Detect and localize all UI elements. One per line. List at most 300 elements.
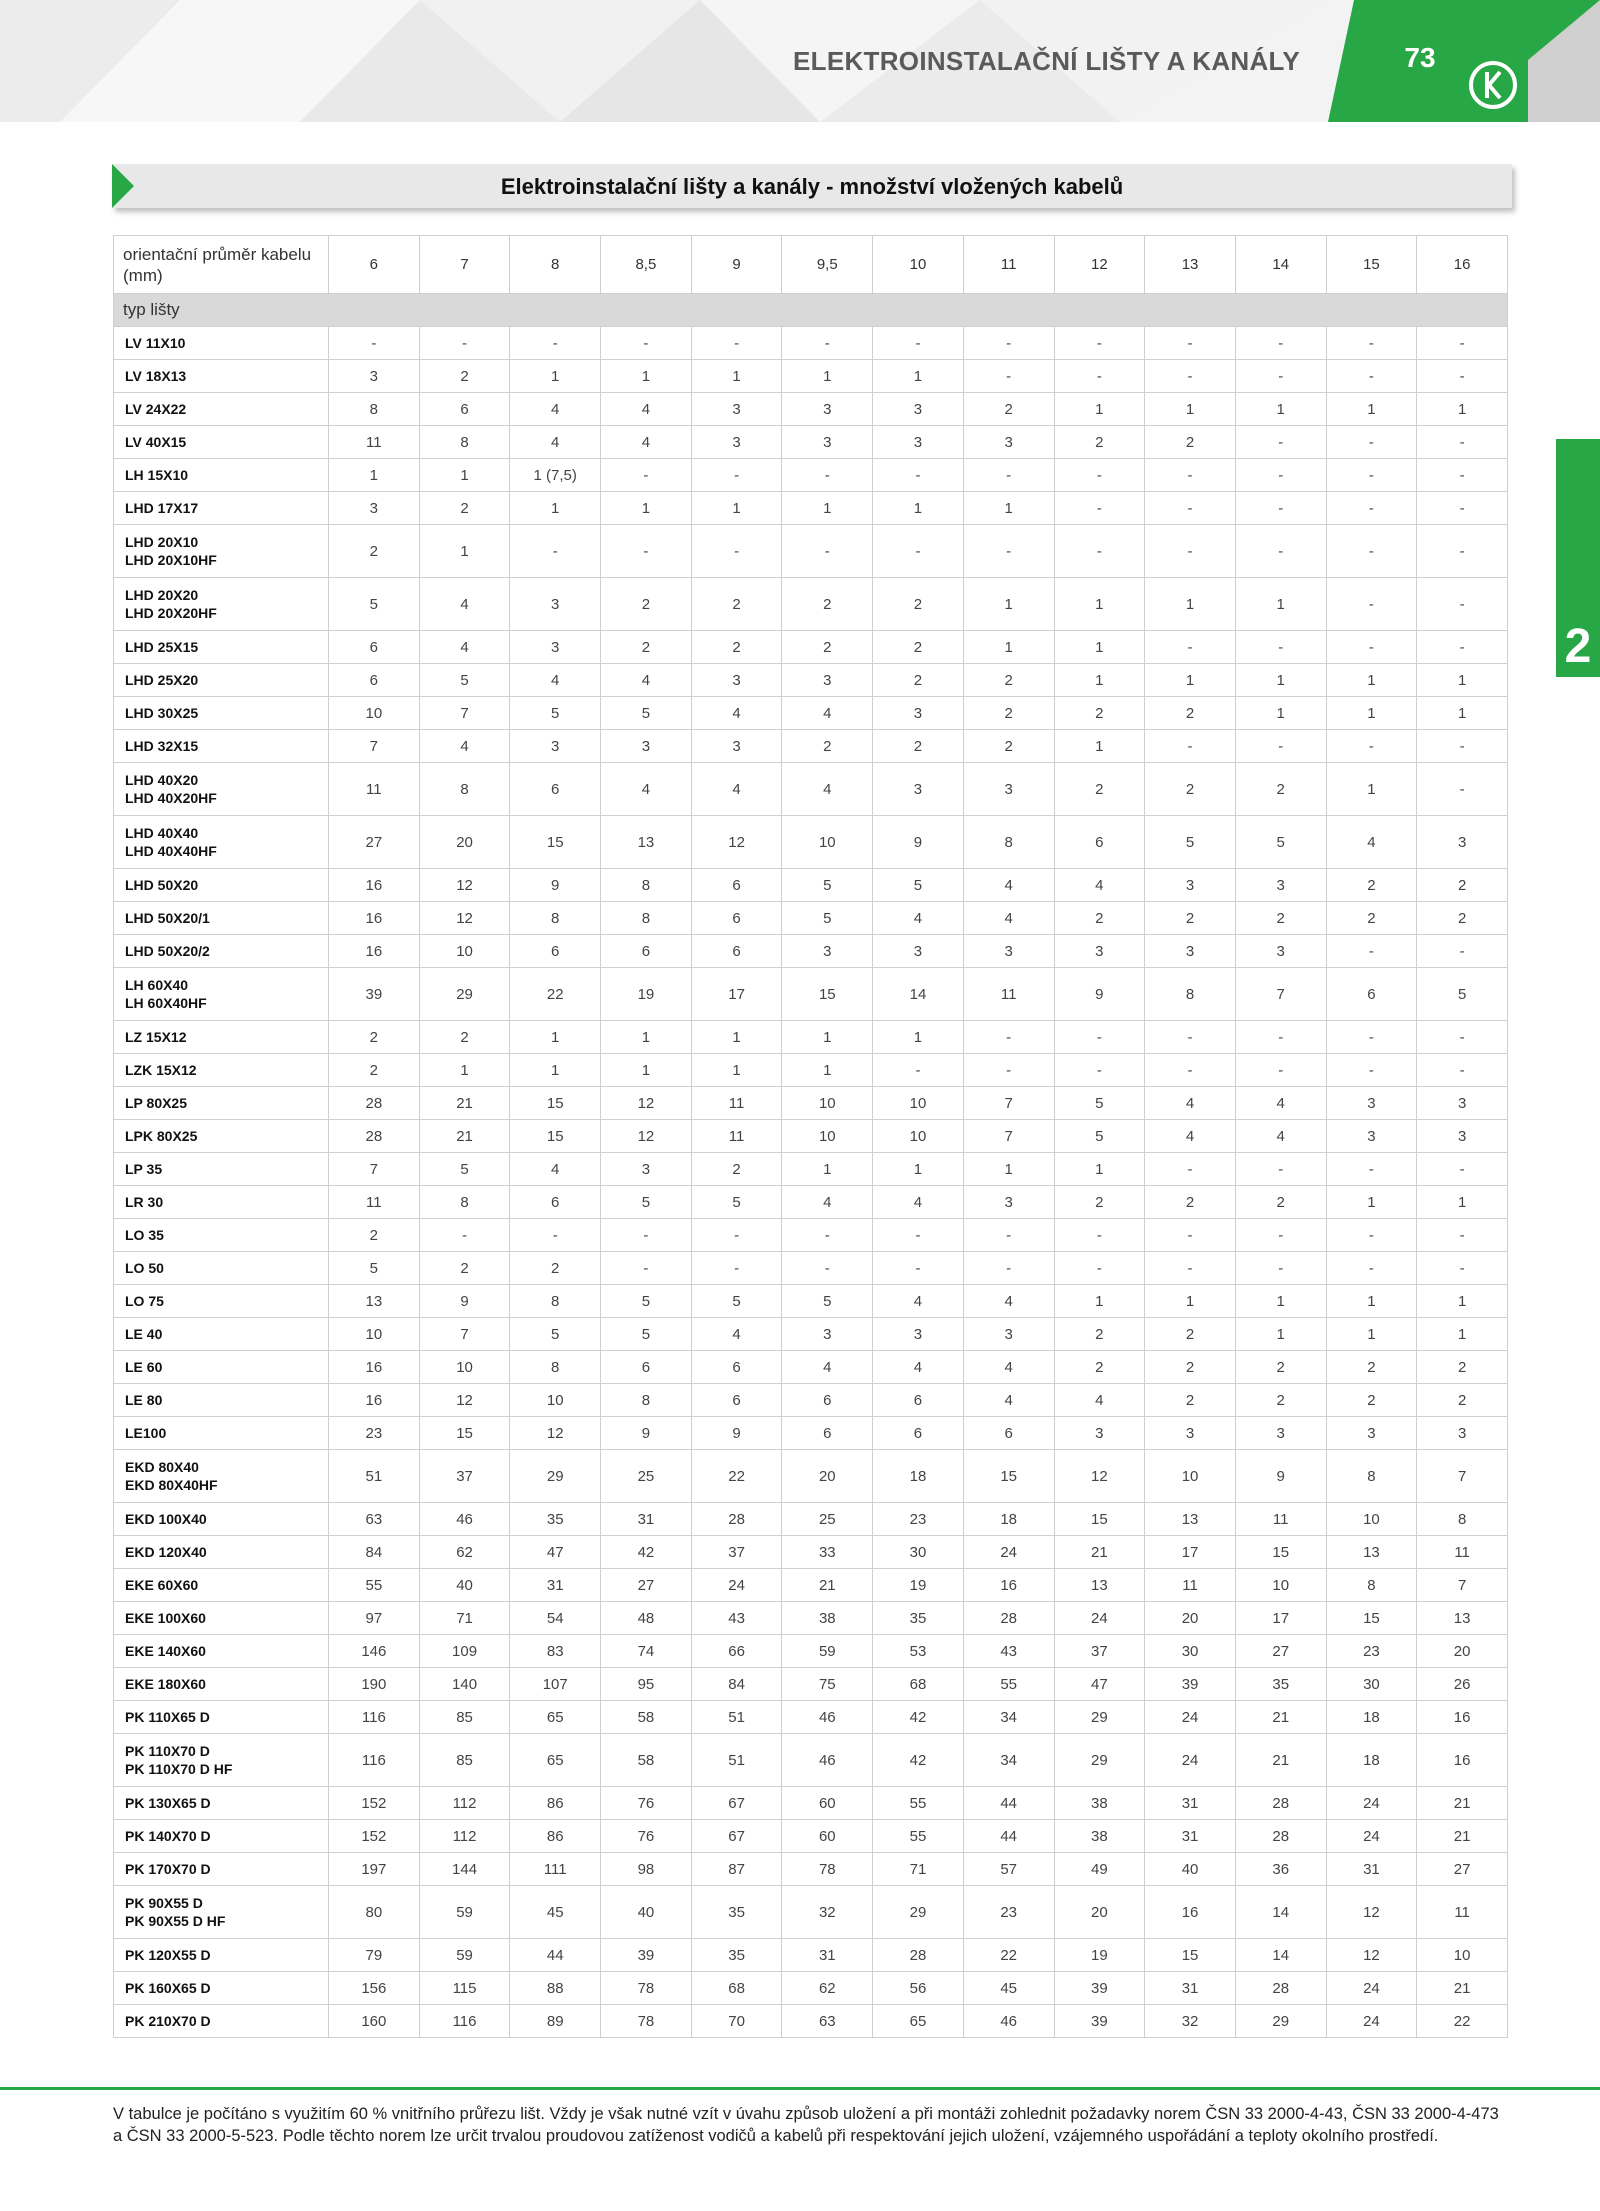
cable-count-cell: 3 (691, 393, 782, 426)
trunking-type-name: EKE 100X60 (125, 1610, 206, 1626)
trunking-type-label (114, 1734, 329, 1787)
cable-count-cell: 9 (873, 816, 964, 869)
cable-count-cell: - (601, 459, 692, 492)
table-row (114, 1668, 1508, 1701)
cable-count-cell: 10 (1145, 1450, 1236, 1503)
cable-count-cell: 31 (1145, 1972, 1236, 2005)
cable-count-cell: 11 (1145, 1569, 1236, 1602)
diameter-header-cell: 6 (329, 236, 420, 294)
table-row (114, 2005, 1508, 2038)
cable-count-cell: - (1417, 327, 1508, 360)
cable-count-cell: - (1417, 1054, 1508, 1087)
cable-count-cell: 21 (1235, 1701, 1326, 1734)
cable-count-cell: - (1145, 1252, 1236, 1285)
cable-count-cell: 2 (1326, 902, 1417, 935)
cable-count-cell: 27 (1417, 1853, 1508, 1886)
trunking-type-label (114, 360, 329, 393)
table-row (114, 664, 1508, 697)
table-row (114, 393, 1508, 426)
cable-count-cell: - (1326, 1054, 1417, 1087)
cable-count-cell: 3 (782, 1318, 873, 1351)
cable-count-cell: 30 (1145, 1635, 1236, 1668)
cable-count-cell: 71 (419, 1602, 510, 1635)
trunking-type-label (114, 426, 329, 459)
cable-count-cell: - (419, 1219, 510, 1252)
cable-count-cell: 3 (873, 697, 964, 730)
cable-count-cell: 60 (782, 1820, 873, 1853)
cable-count-cell: - (963, 459, 1054, 492)
cable-count-cell: 8 (419, 1186, 510, 1219)
cable-count-cell: 4 (510, 426, 601, 459)
trunking-type-name: LHD 40X20 (125, 772, 199, 788)
trunking-type-name: EKE 60X60 (125, 1577, 199, 1593)
cable-count-cell: 1 (873, 492, 964, 525)
trunking-type-name: EKE 180X60 (125, 1676, 206, 1692)
cable-count-cell: 5 (510, 1318, 601, 1351)
cable-count-cell: 27 (329, 816, 420, 869)
cable-count-cell: 2 (691, 1153, 782, 1186)
cable-count-cell: 2 (1145, 1351, 1236, 1384)
table-row (114, 697, 1508, 730)
cable-count-cell: 35 (873, 1602, 964, 1635)
cable-count-cell: 31 (1145, 1820, 1236, 1853)
trunking-type-label (114, 492, 329, 525)
cable-count-cell: - (1054, 1054, 1145, 1087)
cable-count-cell: 1 (1054, 631, 1145, 664)
table-row (114, 1219, 1508, 1252)
cable-count-cell: 7 (963, 1087, 1054, 1120)
cable-count-cell: 4 (963, 1285, 1054, 1318)
trunking-type-label (114, 1853, 329, 1886)
table-row (114, 1972, 1508, 2005)
cable-count-cell: 1 (691, 1021, 782, 1054)
trunking-type-name: EKD 80X40 (125, 1459, 199, 1475)
cable-count-cell: 24 (1326, 1787, 1417, 1820)
trunking-type-label (114, 1219, 329, 1252)
cable-count-cell: - (1235, 1219, 1326, 1252)
cable-count-cell: 1 (873, 360, 964, 393)
cable-count-cell: - (1326, 631, 1417, 664)
cable-count-cell: 24 (1054, 1602, 1145, 1635)
cable-count-cell: 5 (782, 902, 873, 935)
trunking-type-name: LO 75 (125, 1293, 164, 1309)
cable-count-cell: 112 (419, 1820, 510, 1853)
cable-count-cell: 17 (1145, 1536, 1236, 1569)
cable-count-cell: 19 (601, 968, 692, 1021)
trunking-type-name: LHD 50X20 (125, 877, 199, 893)
cable-count-cell: - (963, 327, 1054, 360)
cable-count-cell: 16 (329, 902, 420, 935)
cable-count-cell: 22 (510, 968, 601, 1021)
cable-count-cell: - (1326, 360, 1417, 393)
cable-count-cell: 2 (1145, 1384, 1236, 1417)
trunking-type-name: LZ 15X12 (125, 1029, 187, 1045)
cable-count-cell: 1 (1417, 1318, 1508, 1351)
cable-count-cell: 6 (601, 935, 692, 968)
cable-count-cell: 1 (510, 360, 601, 393)
cable-count-cell: - (963, 1021, 1054, 1054)
trunking-type-name: LP 80X25 (125, 1095, 188, 1111)
table-row (114, 1087, 1508, 1120)
trunking-type-name: LHD 40X20HF (125, 790, 217, 806)
cable-count-cell: - (691, 525, 782, 578)
cable-count-cell: 2 (419, 360, 510, 393)
cable-count-cell: - (1326, 1219, 1417, 1252)
cable-count-cell: 3 (691, 664, 782, 697)
cable-count-cell: - (1417, 631, 1508, 664)
cable-count-cell: - (873, 525, 964, 578)
trunking-type-label (114, 869, 329, 902)
cable-count-cell: 32 (782, 1886, 873, 1939)
cable-count-cell: 5 (1235, 816, 1326, 869)
cable-count-cell: 24 (1145, 1734, 1236, 1787)
cable-count-cell: 46 (963, 2005, 1054, 2038)
cable-count-cell: 5 (1145, 816, 1236, 869)
trunking-type-label (114, 1569, 329, 1602)
cable-count-cell: 21 (1417, 1820, 1508, 1853)
cable-count-cell: 1 (329, 459, 420, 492)
cable-count-cell: 88 (510, 1972, 601, 2005)
cable-count-cell: 59 (419, 1939, 510, 1972)
trunking-type-label (114, 1701, 329, 1734)
table-row (114, 492, 1508, 525)
cable-count-cell: 3 (1417, 816, 1508, 869)
running-title: ELEKTROINSTALAČNÍ LIŠTY A KANÁLY (793, 46, 1300, 76)
cable-count-cell: 16 (1417, 1734, 1508, 1787)
trunking-type-name: PK 110X70 D (125, 1743, 210, 1759)
cable-count-cell: 46 (419, 1503, 510, 1536)
cable-count-cell: 67 (691, 1787, 782, 1820)
cable-count-cell: - (782, 1252, 873, 1285)
cable-count-cell: 78 (601, 2005, 692, 2038)
cable-count-cell: 2 (1054, 1351, 1145, 1384)
cable-count-cell: 13 (329, 1285, 420, 1318)
cable-count-cell: 49 (1054, 1853, 1145, 1886)
cable-count-cell: 10 (782, 1120, 873, 1153)
trunking-type-label (114, 664, 329, 697)
cable-count-cell: 21 (1417, 1972, 1508, 2005)
table-row (114, 1054, 1508, 1087)
cable-count-cell: 9 (1235, 1450, 1326, 1503)
cable-count-cell: 46 (782, 1701, 873, 1734)
cable-count-cell: 4 (873, 902, 964, 935)
cable-count-cell: - (1417, 360, 1508, 393)
cable-count-cell: 3 (782, 935, 873, 968)
cable-count-cell: 2 (963, 697, 1054, 730)
cable-count-cell: 2 (1145, 1186, 1236, 1219)
cable-count-cell: 19 (1054, 1939, 1145, 1972)
diameter-header-cell: 8 (510, 236, 601, 294)
cable-count-cell: 28 (873, 1939, 964, 1972)
trunking-type-label (114, 1252, 329, 1285)
cable-count-cell: 1 (1054, 730, 1145, 763)
cable-count-cell: 4 (782, 697, 873, 730)
cable-count-cell: - (691, 327, 782, 360)
table-row (114, 730, 1508, 763)
table-row (114, 1602, 1508, 1635)
cable-count-cell: 9 (601, 1417, 692, 1450)
cable-count-cell: 21 (419, 1087, 510, 1120)
cable-count-cell: 1 (419, 1054, 510, 1087)
cable-count-cell: - (873, 1054, 964, 1087)
diameter-header-cell: 15 (1326, 236, 1417, 294)
trunking-type-name: LHD 40X40 (125, 825, 199, 841)
cable-count-cell: 22 (691, 1450, 782, 1503)
trunking-type-name: LV 40X15 (125, 434, 187, 450)
cable-count-cell: 2 (1054, 697, 1145, 730)
cable-count-cell: 44 (510, 1939, 601, 1972)
cable-count-cell: 55 (873, 1820, 964, 1853)
cable-count-cell: 12 (1326, 1939, 1417, 1972)
cable-count-cell: 98 (601, 1853, 692, 1886)
cable-count-cell: 3 (601, 730, 692, 763)
cable-count-cell: 3 (510, 631, 601, 664)
cable-count-cell: 1 (510, 492, 601, 525)
cable-count-cell: 1 (963, 492, 1054, 525)
cable-count-cell: 2 (329, 1054, 420, 1087)
cable-count-cell: 76 (601, 1820, 692, 1853)
cable-count-cell: 144 (419, 1853, 510, 1886)
cable-count-cell: 6 (329, 631, 420, 664)
cable-count-cell: 43 (691, 1602, 782, 1635)
cable-count-cell: 70 (691, 2005, 782, 2038)
diameter-header-cell: 12 (1054, 236, 1145, 294)
cable-count-cell: 140 (419, 1668, 510, 1701)
cable-count-cell: 3 (510, 578, 601, 631)
trunking-type-name: LE 40 (125, 1326, 163, 1342)
cable-count-cell: 6 (601, 1351, 692, 1384)
cable-count-cell: 15 (1235, 1536, 1326, 1569)
cable-count-cell: 6 (691, 1351, 782, 1384)
cable-count-cell: 3 (782, 393, 873, 426)
cable-count-cell: 4 (963, 902, 1054, 935)
cable-count-cell: 9 (510, 869, 601, 902)
cable-count-cell: 1 (782, 360, 873, 393)
cable-count-cell: 4 (963, 1384, 1054, 1417)
cable-count-cell: 1 (782, 1153, 873, 1186)
cable-count-cell: - (1235, 631, 1326, 664)
cable-count-cell: 6 (782, 1384, 873, 1417)
trunking-type-label (114, 1972, 329, 2005)
cable-count-cell: 10 (329, 1318, 420, 1351)
cable-count-cell: 1 (691, 492, 782, 525)
cable-count-cell: 3 (329, 360, 420, 393)
cable-count-cell: 12 (1054, 1450, 1145, 1503)
trunking-type-label (114, 1318, 329, 1351)
cable-count-cell: 6 (510, 763, 601, 816)
cable-count-cell: 38 (782, 1602, 873, 1635)
page-number-tab (1328, 0, 1600, 122)
cable-count-cell: 24 (1326, 2005, 1417, 2038)
cable-count-cell: 12 (419, 902, 510, 935)
cable-count-cell: 63 (782, 2005, 873, 2038)
trunking-type-name: LR 30 (125, 1194, 164, 1210)
cable-count-cell: 16 (1145, 1886, 1236, 1939)
cable-count-cell: 4 (419, 578, 510, 631)
cable-count-cell: - (1145, 492, 1236, 525)
cable-count-cell: 12 (419, 1384, 510, 1417)
cable-count-cell: - (1054, 525, 1145, 578)
trunking-type-name: EKE 140X60 (125, 1643, 206, 1659)
cable-count-cell: - (873, 327, 964, 360)
cable-count-cell: 5 (510, 697, 601, 730)
diameter-header-cell: 8,5 (601, 236, 692, 294)
cable-count-cell: 62 (782, 1972, 873, 2005)
cable-count-cell: 146 (329, 1635, 420, 1668)
cable-count-cell: 1 (1417, 697, 1508, 730)
trunking-type-label (114, 1939, 329, 1972)
cable-count-cell: 2 (1054, 426, 1145, 459)
cable-count-cell: 1 (1235, 697, 1326, 730)
cable-count-cell: 3 (1235, 869, 1326, 902)
cable-count-cell: 74 (601, 1635, 692, 1668)
cable-count-cell: 67 (691, 1820, 782, 1853)
cable-count-cell: 6 (691, 935, 782, 968)
cable-count-cell: 15 (1145, 1939, 1236, 1972)
trunking-type-name: LH 60X40HF (125, 995, 207, 1011)
cable-count-cell: 24 (1145, 1701, 1236, 1734)
cable-count-cell: 2 (1326, 1384, 1417, 1417)
cable-count-cell: - (1326, 1252, 1417, 1285)
cable-count-cell: 152 (329, 1820, 420, 1853)
diameter-header-cell: 14 (1235, 236, 1326, 294)
cable-count-cell: - (1326, 1153, 1417, 1186)
cable-count-cell: 10 (873, 1120, 964, 1153)
trunking-type-name: PK 140X70 D (125, 1828, 211, 1844)
cable-count-cell: 6 (510, 1186, 601, 1219)
table-row (114, 1351, 1508, 1384)
cable-count-cell: 1 (1417, 393, 1508, 426)
cable-count-cell: 28 (691, 1503, 782, 1536)
cable-count-cell: 3 (1235, 1417, 1326, 1450)
cable-count-cell: - (1326, 525, 1417, 578)
trunking-type-name: LHD 20X20HF (125, 605, 217, 621)
cable-count-cell: 5 (1054, 1120, 1145, 1153)
cable-count-cell: 1 (1326, 763, 1417, 816)
cable-count-cell: 197 (329, 1853, 420, 1886)
cable-count-cell: 62 (419, 1536, 510, 1569)
cable-count-cell: 112 (419, 1787, 510, 1820)
cable-count-cell: 28 (329, 1087, 420, 1120)
cable-count-cell: 89 (510, 2005, 601, 2038)
cable-count-cell: 3 (963, 935, 1054, 968)
cable-count-cell: 11 (329, 763, 420, 816)
cable-count-cell: 37 (691, 1536, 782, 1569)
cable-count-cell: 7 (419, 697, 510, 730)
cable-count-cell: - (1054, 459, 1145, 492)
cable-count-cell: - (1417, 763, 1508, 816)
cable-count-cell: 4 (691, 1318, 782, 1351)
cable-count-cell: 8 (510, 902, 601, 935)
cable-count-cell: 116 (329, 1701, 420, 1734)
cable-count-cell: 3 (873, 763, 964, 816)
cable-count-cell: 3 (782, 426, 873, 459)
diameter-header-cell: 9 (691, 236, 782, 294)
table-row (114, 459, 1508, 492)
cable-count-cell: 2 (1054, 1186, 1145, 1219)
cable-count-cell: 8 (601, 902, 692, 935)
trunking-type-name: LE100 (125, 1425, 167, 1441)
footer-divider (0, 2087, 1600, 2090)
table-row (114, 1120, 1508, 1153)
cable-count-cell: 40 (419, 1569, 510, 1602)
cable-count-cell: 1 (1417, 664, 1508, 697)
cable-count-cell: 32 (1145, 2005, 1236, 2038)
cable-count-cell: 8 (1326, 1450, 1417, 1503)
cable-count-cell: 1 (601, 1054, 692, 1087)
cable-count-cell: 12 (691, 816, 782, 869)
diameter-header-cell: 9,5 (782, 236, 873, 294)
cable-count-cell: 5 (601, 1186, 692, 1219)
diameter-header-cell: 11 (963, 236, 1054, 294)
cable-count-cell: 24 (691, 1569, 782, 1602)
trunking-type-label (114, 1820, 329, 1853)
cable-count-cell: - (1235, 730, 1326, 763)
cable-count-cell: - (1235, 327, 1326, 360)
cable-count-cell: 4 (419, 730, 510, 763)
trunking-type-label (114, 393, 329, 426)
cable-count-cell: 11 (691, 1087, 782, 1120)
cable-count-cell: 2 (1417, 1351, 1508, 1384)
trunking-type-label (114, 525, 329, 578)
cable-count-cell: - (1235, 360, 1326, 393)
cable-count-cell: 59 (782, 1635, 873, 1668)
cable-count-cell: 6 (510, 935, 601, 968)
cable-count-cell: 2 (873, 730, 964, 763)
cable-count-cell: 12 (601, 1120, 692, 1153)
cable-count-cell: 2 (419, 492, 510, 525)
trunking-type-name: LO 35 (125, 1227, 164, 1243)
cable-count-cell: 2 (1145, 426, 1236, 459)
cable-count-cell: 71 (873, 1853, 964, 1886)
cable-count-cell: 43 (963, 1635, 1054, 1668)
table-row (114, 763, 1508, 816)
cable-count-cell: 66 (691, 1635, 782, 1668)
cable-count-cell: 4 (510, 664, 601, 697)
cable-count-cell: 16 (329, 869, 420, 902)
cable-count-cell: 37 (419, 1450, 510, 1503)
cable-count-cell: 33 (782, 1536, 873, 1569)
table-row (114, 631, 1508, 664)
table-row (114, 1787, 1508, 1820)
cable-count-cell: 1 (1054, 1153, 1145, 1186)
cable-count-cell: 42 (873, 1734, 964, 1787)
cable-count-cell: - (1145, 360, 1236, 393)
cable-count-cell: 190 (329, 1668, 420, 1701)
cable-count-cell: 1 (419, 459, 510, 492)
cable-count-cell: 16 (329, 935, 420, 968)
cable-count-cell: 152 (329, 1787, 420, 1820)
cable-count-cell: 65 (510, 1734, 601, 1787)
cable-count-cell: 2 (873, 631, 964, 664)
cable-count-cell: 9 (1054, 968, 1145, 1021)
cable-count-cell: 4 (873, 1351, 964, 1384)
cable-count-cell: 80 (329, 1886, 420, 1939)
cable-count-cell: 28 (963, 1602, 1054, 1635)
cable-count-cell: 1 (873, 1153, 964, 1186)
cable-count-cell: - (1235, 492, 1326, 525)
cable-count-cell: 16 (329, 1384, 420, 1417)
cable-count-cell: 29 (510, 1450, 601, 1503)
table-row (114, 1186, 1508, 1219)
cable-count-cell: 1 (873, 1021, 964, 1054)
cable-count-cell: 2 (419, 1252, 510, 1285)
trunking-type-label (114, 327, 329, 360)
cable-count-cell: 11 (1417, 1886, 1508, 1939)
cable-count-cell: 8 (1326, 1569, 1417, 1602)
cable-count-cell: 160 (329, 2005, 420, 2038)
cable-count-cell: 1 (963, 631, 1054, 664)
